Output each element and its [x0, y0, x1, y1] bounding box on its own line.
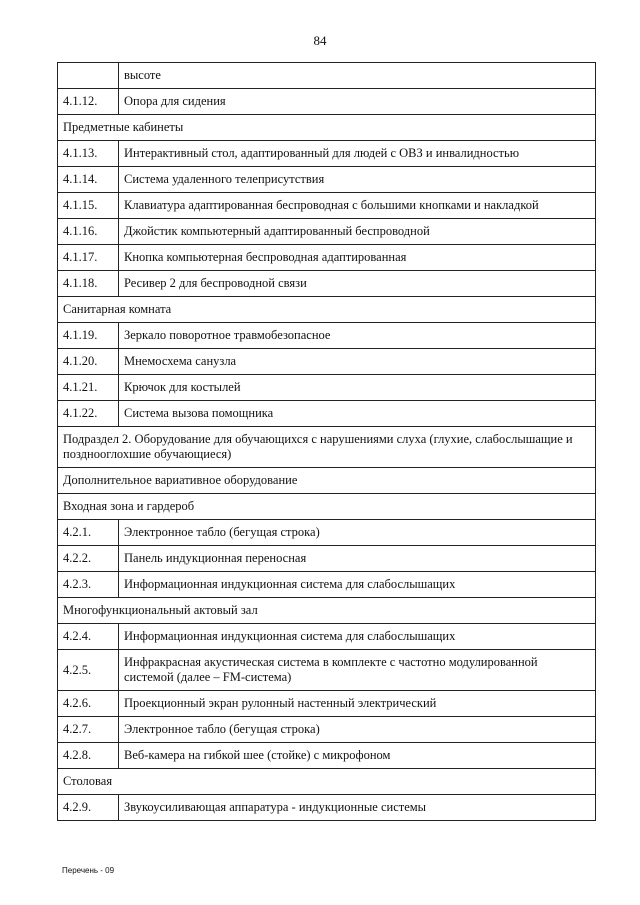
- item-name: Панель индукционная переносная: [119, 546, 596, 572]
- item-number: 4.2.7.: [58, 717, 119, 743]
- item-number: 4.1.19.: [58, 323, 119, 349]
- item-name: Веб-камера на гибкой шее (стойке) с микрофоном: [119, 743, 596, 769]
- item-name: Зеркало поворотное травмобезопасное: [119, 323, 596, 349]
- table-row: [58, 245, 596, 271]
- item-number: 4.2.6.: [58, 691, 119, 717]
- item-number: 4.1.18.: [58, 271, 119, 297]
- table-row: [58, 375, 596, 401]
- table-row: [58, 546, 596, 572]
- item-number: 4.2.1.: [58, 520, 119, 546]
- item-name: Система удаленного телеприсутствия: [119, 167, 596, 193]
- item-number: 4.2.3.: [58, 572, 119, 598]
- item-number: 4.2.2.: [58, 546, 119, 572]
- page-number: 84: [313, 33, 327, 48]
- table-row: [58, 743, 596, 769]
- table-row: [58, 650, 596, 691]
- table-row: [58, 520, 596, 546]
- table-row: [58, 219, 596, 245]
- item-name: Проекционный экран рулонный настенный электрический: [119, 691, 596, 717]
- section-row: [58, 494, 596, 520]
- item-name: высоте: [119, 63, 596, 89]
- item-name: Электронное табло (бегущая строка): [119, 717, 596, 743]
- item-number: 4.1.20.: [58, 349, 119, 375]
- table-row: [58, 349, 596, 375]
- item-number: 4.2.9.: [58, 795, 119, 821]
- item-name: Крючок для костылей: [119, 375, 596, 401]
- table-row: [58, 89, 596, 115]
- item-name: Инфракрасная акустическая система в комплекте с частотно модулированной системой (далее – FM-система): [119, 650, 596, 691]
- item-number: 4.1.12.: [58, 89, 119, 115]
- item-name: Клавиатура адаптированная беспроводная с большими кнопками и накладкой: [119, 193, 596, 219]
- item-number: 4.1.13.: [58, 141, 119, 167]
- section-row: [58, 468, 596, 494]
- item-name: Кнопка компьютерная беспроводная адаптированная: [119, 245, 596, 271]
- item-number: 4.2.4.: [58, 624, 119, 650]
- section-row: [58, 297, 596, 323]
- section-row: [58, 427, 596, 468]
- table-row: [58, 624, 596, 650]
- item-number: 4.1.14.: [58, 167, 119, 193]
- section-title: Предметные кабинеты: [58, 115, 596, 141]
- section-title: Столовая: [58, 769, 596, 795]
- item-name: Информационная индукционная система для слабослышащих: [119, 624, 596, 650]
- item-number: 4.1.17.: [58, 245, 119, 271]
- footer-doc-label: Перечень - 09: [62, 866, 115, 875]
- section-row: [58, 769, 596, 795]
- table-row: [58, 717, 596, 743]
- section-title: Санитарная комната: [58, 297, 596, 323]
- equipment-table: [57, 62, 596, 821]
- item-number: [58, 63, 119, 89]
- section-title: Входная зона и гардероб: [58, 494, 596, 520]
- item-name: Электронное табло (бегущая строка): [119, 520, 596, 546]
- item-number: 4.1.16.: [58, 219, 119, 245]
- table-row: [58, 271, 596, 297]
- table-row: [58, 795, 596, 821]
- table-row: [58, 572, 596, 598]
- table-row: [58, 323, 596, 349]
- section-title: Дополнительное вариативное оборудование: [58, 468, 596, 494]
- section-row: [58, 115, 596, 141]
- table-row: [58, 401, 596, 427]
- item-name: Звукоусиливающая аппаратура - индукционные системы: [119, 795, 596, 821]
- table-row: [58, 167, 596, 193]
- item-number: 4.1.21.: [58, 375, 119, 401]
- item-name: Информационная индукционная система для слабослышащих: [119, 572, 596, 598]
- section-title: Подраздел 2. Оборудование для обучающихся с нарушениями слуха (глухие, слабослышащие и позднооглохшие обучающиеся): [58, 427, 596, 468]
- item-name: Опора для сидения: [119, 89, 596, 115]
- item-name: Джойстик компьютерный адаптированный беспроводной: [119, 219, 596, 245]
- table-row: [58, 193, 596, 219]
- item-name: Интерактивный стол, адаптированный для людей с ОВЗ и инвалидностью: [119, 141, 596, 167]
- item-name: Ресивер 2 для беспроводной связи: [119, 271, 596, 297]
- section-title: Многофункциональный актовый зал: [58, 598, 596, 624]
- table-row: [58, 141, 596, 167]
- item-name: Система вызова помощника: [119, 401, 596, 427]
- section-row: [58, 598, 596, 624]
- item-name: Мнемосхема санузла: [119, 349, 596, 375]
- item-number: 4.2.5.: [58, 650, 119, 691]
- item-number: 4.2.8.: [58, 743, 119, 769]
- table-row: [58, 691, 596, 717]
- item-number: 4.1.15.: [58, 193, 119, 219]
- table-row: [58, 63, 596, 89]
- item-number: 4.1.22.: [58, 401, 119, 427]
